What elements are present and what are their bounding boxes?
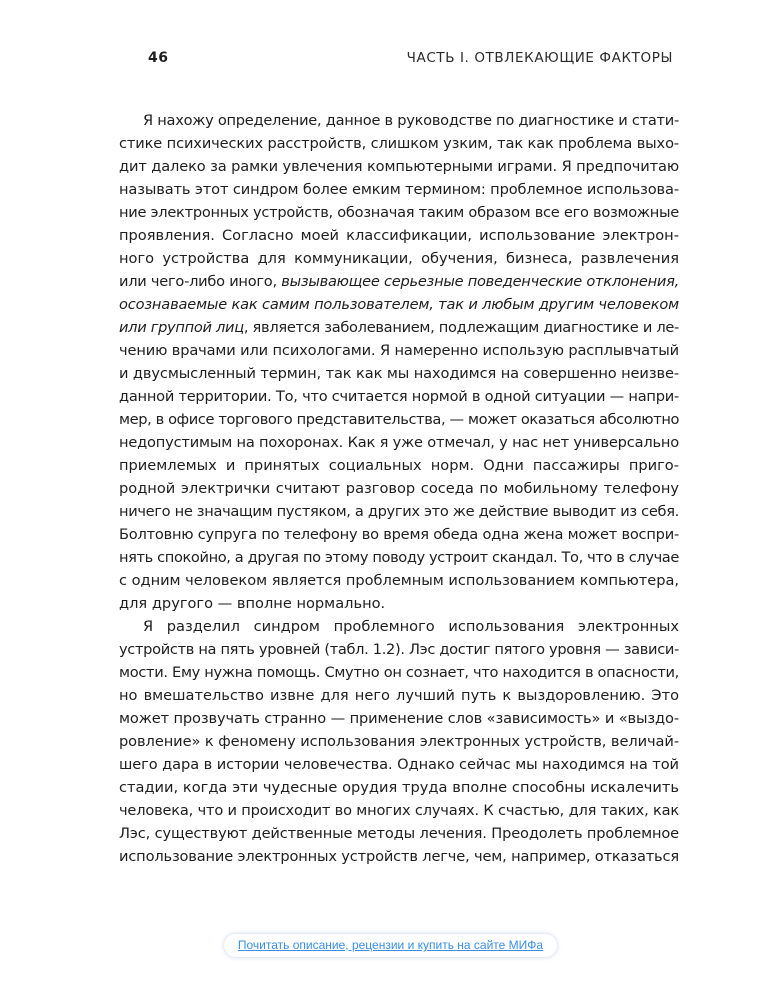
text-line: может прозвучать странно — применение слов «зависимость» и «выздо- bbox=[119, 710, 679, 727]
italic-emphasis: осознаваемые как самим пользователем, так и любым другим человеком bbox=[119, 296, 679, 313]
text-line: ние электронных устройств, обозначая таким образом все его возможные bbox=[119, 204, 679, 221]
body-text bbox=[119, 109, 679, 868]
text-line: проявления. Согласно моей классификации, использование электрон- bbox=[119, 227, 679, 244]
text-line: Я разделил синдром проблемного использования электронных bbox=[143, 618, 679, 635]
text-line: но вмешательство извне для него лучший путь к выздоровлению. Это bbox=[119, 687, 679, 704]
text-line bbox=[119, 293, 679, 316]
text-line bbox=[119, 316, 679, 339]
plain-text: , является заболеванием, подлежащим диагностике и ле- bbox=[243, 319, 680, 336]
buy-on-mif-link[interactable]: Почитать описание, рецензии и купить на сайте МИФа bbox=[224, 934, 557, 957]
text-line: шего дара в истории человечества. Однако сейчас мы находимся на той bbox=[119, 756, 679, 773]
text-line: стике психических расстройств, слишком узким, так как проблема выхо- bbox=[119, 135, 679, 152]
text-line: с одним человеком является проблемным использованием компьютера, bbox=[119, 572, 679, 589]
text-line: данной территории. То, что считается нормой в одной ситуации — напри- bbox=[119, 388, 679, 405]
running-head: ЧАСТЬ I. ОТВЛЕКАЮЩИЕ ФАКТОРЫ bbox=[406, 50, 673, 66]
text-line: родной электрички считают разговор соседа по мобильному телефону bbox=[119, 480, 679, 497]
text-line: Я нахожу определение, данное в руководстве по диагностике и стати- bbox=[143, 112, 679, 129]
text-line: недопустимым на похоронах. Как я уже отмечал, у нас нет универсально bbox=[119, 434, 679, 451]
text-line: ного устройства для коммуникации, обучения, бизнеса, развлечения bbox=[119, 250, 679, 267]
text-line: называть этот синдром более емким термином: проблемное использова- bbox=[119, 181, 679, 198]
text-line: ничего не значащим пустяком, а других это же действие выводит из себя. bbox=[119, 503, 679, 520]
text-line: дит далеко за рамки увлечения компьютерными играми. Я предпочитаю bbox=[119, 158, 679, 175]
text-line: и двусмысленный термин, так как мы находимся на совершенно неизве- bbox=[119, 365, 679, 382]
plain-text: или чего-либо иного, bbox=[119, 273, 282, 290]
text-line: устройств на пять уровней (табл. 1.2). Лэс достиг пятого уровня — зависи- bbox=[119, 641, 679, 658]
footer-cta bbox=[0, 934, 781, 957]
text-line: Лэс, существуют действенные методы лечения. Преодолеть проблемное bbox=[119, 825, 680, 842]
text-line: чению врачами или психологами. Я намеренно использую расплывчатый bbox=[119, 342, 680, 359]
text-line: для другого — вполне нормально. bbox=[119, 595, 386, 612]
text-line: мер, в офисе торгового представительства, — может оказаться абсолютно bbox=[119, 411, 680, 428]
text-line: использование электронных устройств легче, чем, например, отказаться bbox=[119, 848, 679, 865]
italic-emphasis: вызывающее серьезные поведенческие отклонения, bbox=[281, 273, 679, 290]
page-header bbox=[140, 50, 673, 70]
text-line: стадии, когда эти чудесные орудия труда вполне способны искалечить bbox=[119, 779, 679, 796]
text-line: Болтовню супруга по телефону во время обеда одна жена может воспри- bbox=[119, 526, 680, 543]
text-line: ровление» к феномену использования электронных устройств, величай- bbox=[119, 733, 680, 750]
text-line: человека, что и происходит во многих случаях. К счастью, для таких, как bbox=[119, 802, 679, 819]
text-line: мости. Ему нужна помощь. Смутно он сознает, что находится в опасности, bbox=[119, 664, 680, 681]
text-line: приемлемых и принятых социальных норм. Одни пассажиры приго- bbox=[119, 457, 679, 474]
page-number: 46 bbox=[148, 50, 169, 66]
italic-emphasis: или группой лиц bbox=[119, 319, 244, 336]
text-line bbox=[119, 270, 679, 293]
text-line: нять спокойно, а другая по этому поводу устроит скандал. То, что в случае bbox=[119, 549, 679, 566]
